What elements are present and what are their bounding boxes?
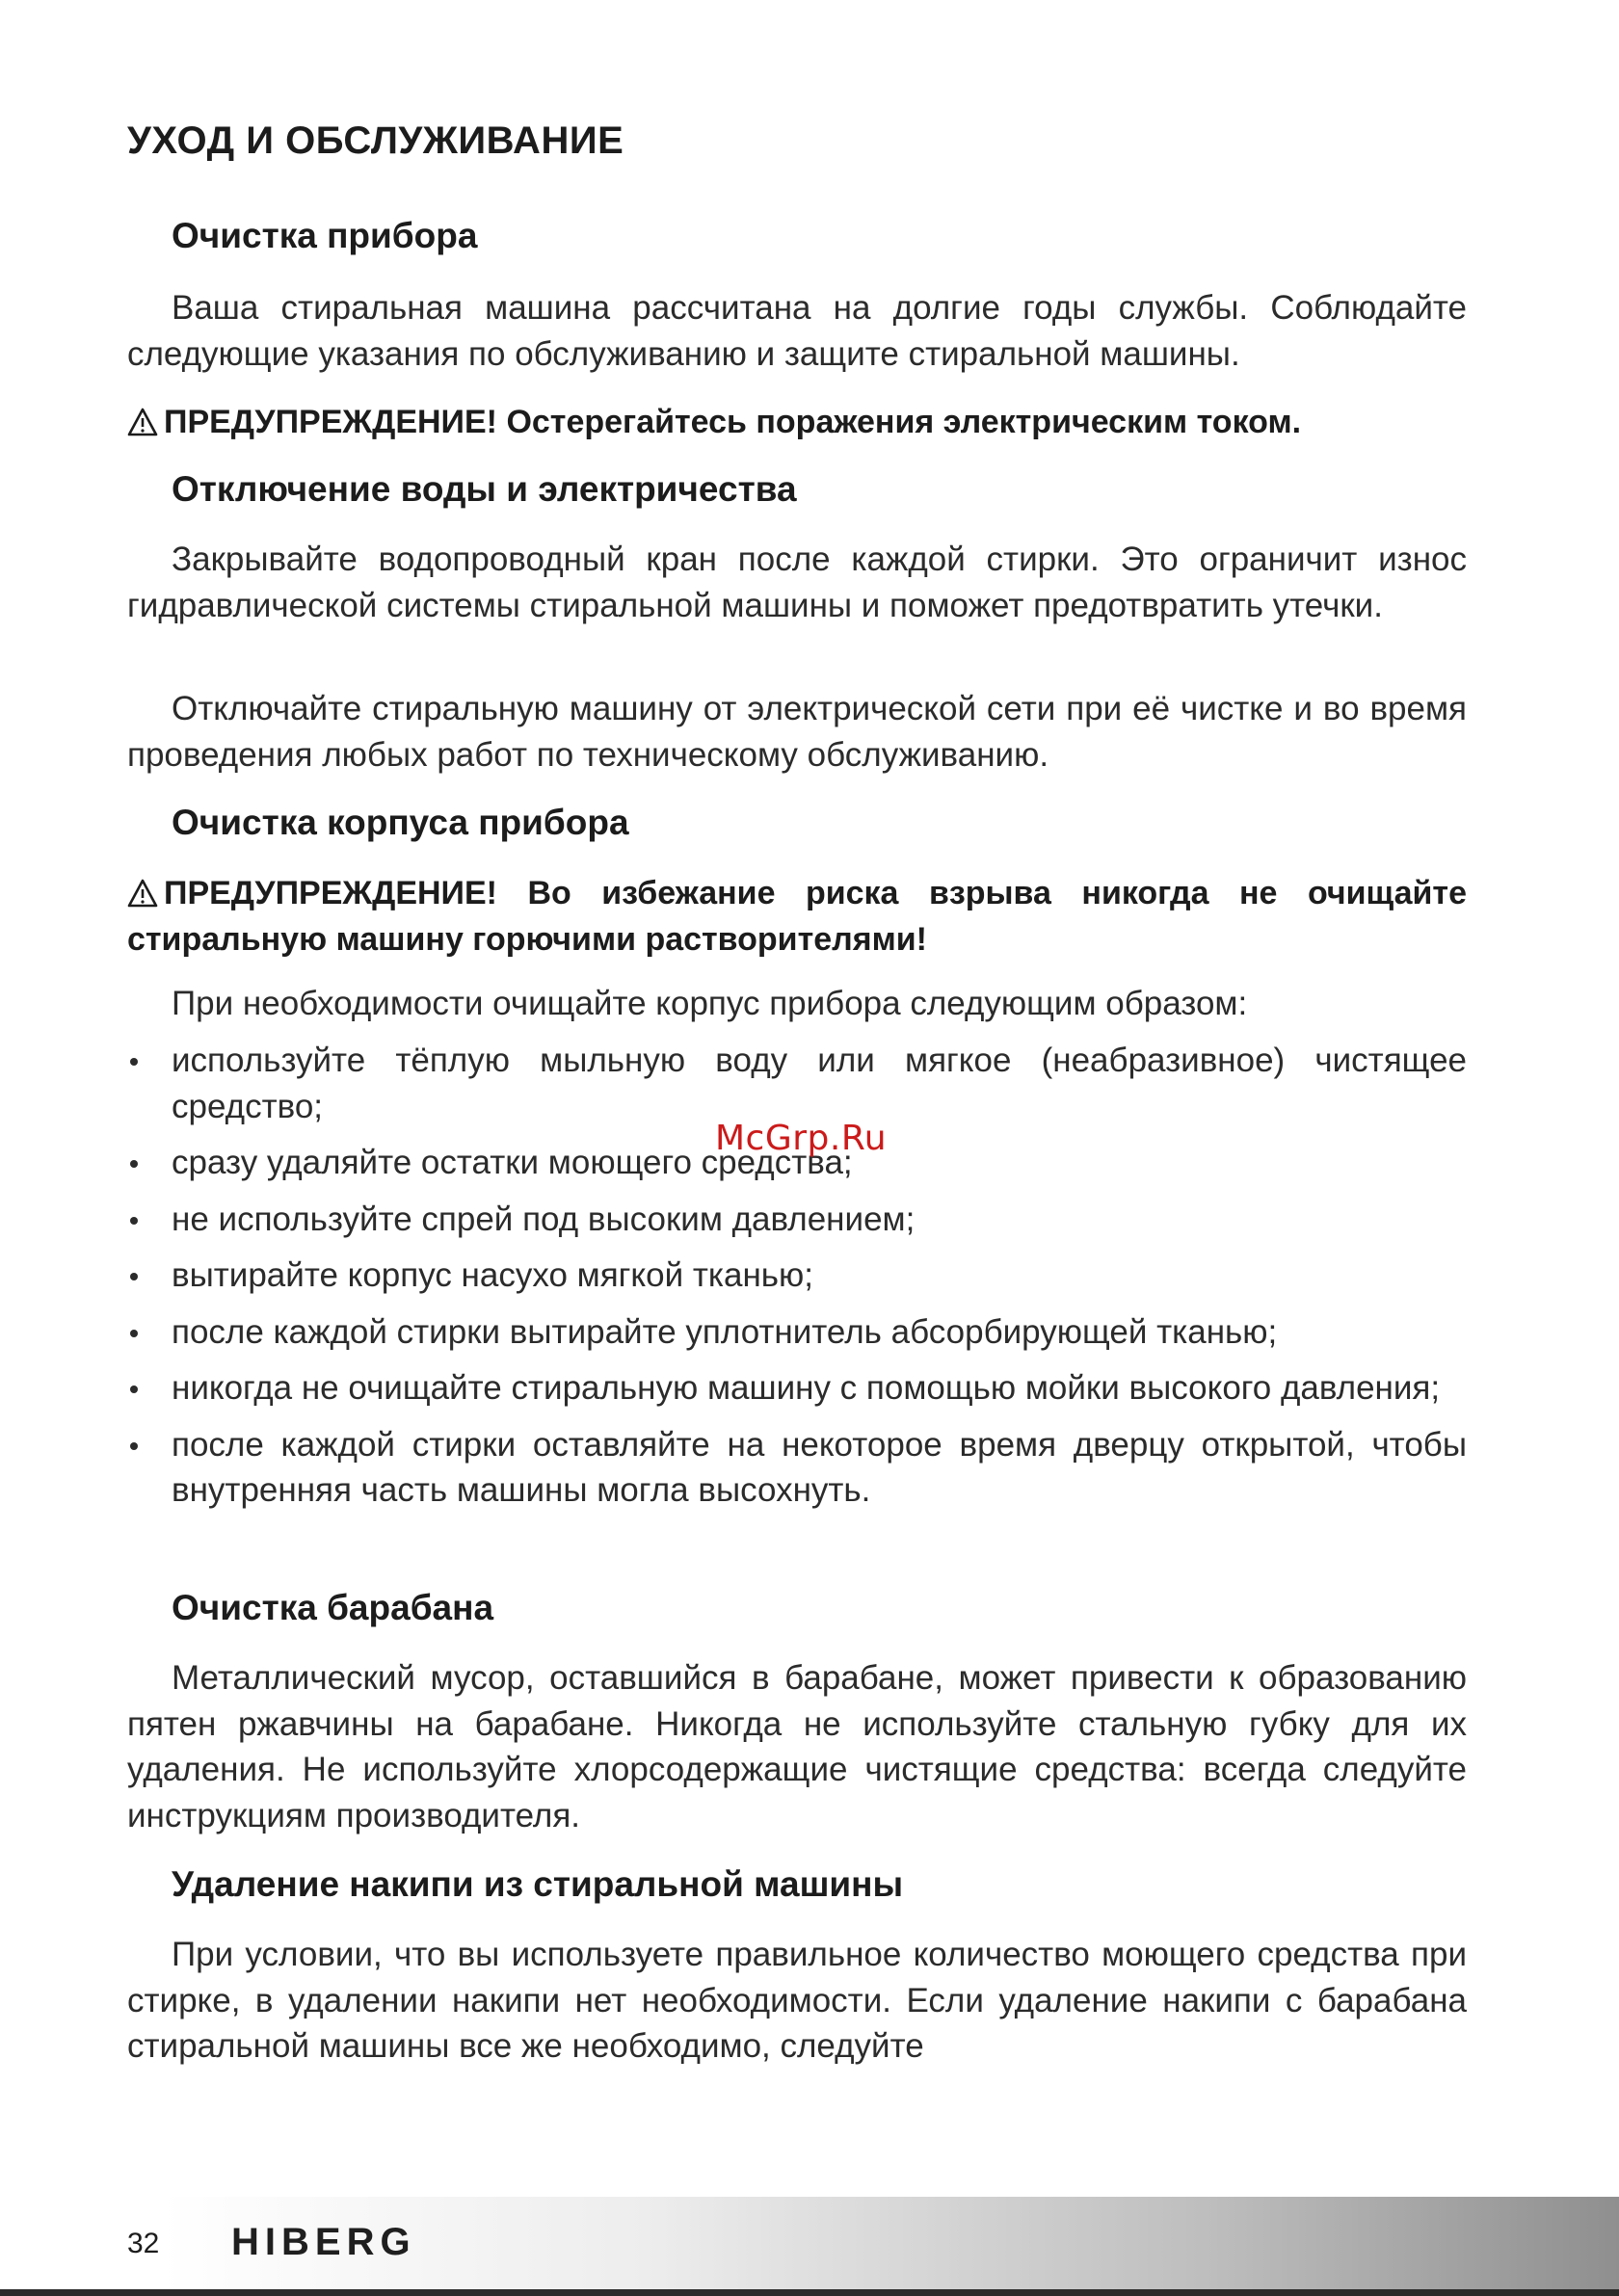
bullet-dot [130, 1160, 138, 1168]
section-heading-drum: Очистка барабана [172, 1588, 494, 1627]
warning-shock [127, 399, 1467, 445]
section-heading-cleaning: Очистка прибора [172, 216, 478, 255]
brand-logo: HIBERG [231, 2221, 416, 2263]
bullet-dot [130, 1217, 138, 1225]
section-heading-disconnect: Отключение воды и электричества [172, 469, 797, 509]
paragraph-disconnect-water: Закрывайте водопроводный кран после каждой стирки. Это ограничит износ гидравлической системы стиральной машины и поможет предотвратить утечки. [127, 541, 1467, 624]
bullet-dot [130, 1386, 138, 1393]
list-item [127, 1253, 1467, 1299]
list-item-text: вытирайте корпус насухо мягкой тканью; [172, 1256, 813, 1294]
section-heading-descaling: Удаление накипи из стиральной машины [172, 1864, 904, 1904]
watermark: McGrp.Ru [715, 1119, 888, 1158]
list-item [127, 1422, 1467, 1514]
page-title: УХОД И ОБСЛУЖИВАНИЕ [127, 119, 624, 162]
warning-triangle-icon [127, 408, 158, 436]
list-item-text: не используйте спрей под высоким давлением; [172, 1200, 916, 1238]
paragraph-cleaning: Ваша стиральная машина рассчитана на долгие годы службы. Соблюдайте следующие указания по обслуживанию и защите стиральной машины. [127, 289, 1467, 373]
bullet-dot [130, 1442, 138, 1450]
list-item-text: используйте тёплую мыльную воду или мягкое (неабразивное) чистящее средство; [172, 1042, 1467, 1125]
warning-shock-text: ПРЕДУПРЕЖДЕНИЕ! Остерегайтесь поражения электрическим током. [164, 404, 1302, 440]
bullet-dot [130, 1330, 138, 1337]
cleaning-instructions-list [127, 1038, 1467, 1524]
footer-divider [0, 2289, 1619, 2296]
bullet-dot [130, 1058, 138, 1066]
warning-explosion-text: ПРЕДУПРЕЖДЕНИЕ! Во избежание риска взрыва никогда не очищайте стиральную машину горючими растворителями! [127, 875, 1467, 958]
paragraph-descaling: При условии, что вы используете правильное количество моющего средства при стирке, в удалении накипи нет необходимости. Если удаление накипи с барабана стиральной машины все же необходимо, следуйте [127, 1936, 1467, 2065]
list-item [127, 1365, 1467, 1412]
warning-triangle-icon [127, 879, 158, 908]
paragraph-body-cleaning-intro: При необходимости очищайте корпус прибора следующим образом: [172, 985, 1248, 1022]
warning-explosion [127, 870, 1467, 963]
page-number: 32 [127, 2228, 160, 2259]
bullet-dot [130, 1273, 138, 1280]
paragraph-disconnect-power: Отключайте стиральную машину от электрической сети при её чистке и во время проведения любых работ по техническому обслуживанию. [127, 690, 1467, 774]
paragraph-drum: Металлический мусор, оставшийся в барабане, может привести к образованию пятен ржавчины на барабане. Никогда не используйте стальную губку для их удаления. Не используйте хлорсодержащие чистящие средства: всегда следуйте инструкциям производителя. [127, 1659, 1467, 1834]
list-item [127, 1038, 1467, 1129]
list-item-text: после каждой стирки оставляйте на некоторое время дверцу открытой, чтобы внутренняя часть машины могла высохнуть. [172, 1425, 1467, 1509]
list-item-text: сразу удаляйте остатки моющего средства; [172, 1144, 853, 1181]
list-item [127, 1197, 1467, 1243]
list-item-text: никогда не очищайте стиральную машину с помощью мойки высокого давления; [172, 1369, 1441, 1407]
section-heading-body-cleaning: Очистка корпуса прибора [172, 803, 629, 842]
list-item [127, 1309, 1467, 1356]
list-item-text: после каждой стирки вытирайте уплотнитель абсорбирующей тканью; [172, 1312, 1278, 1351]
